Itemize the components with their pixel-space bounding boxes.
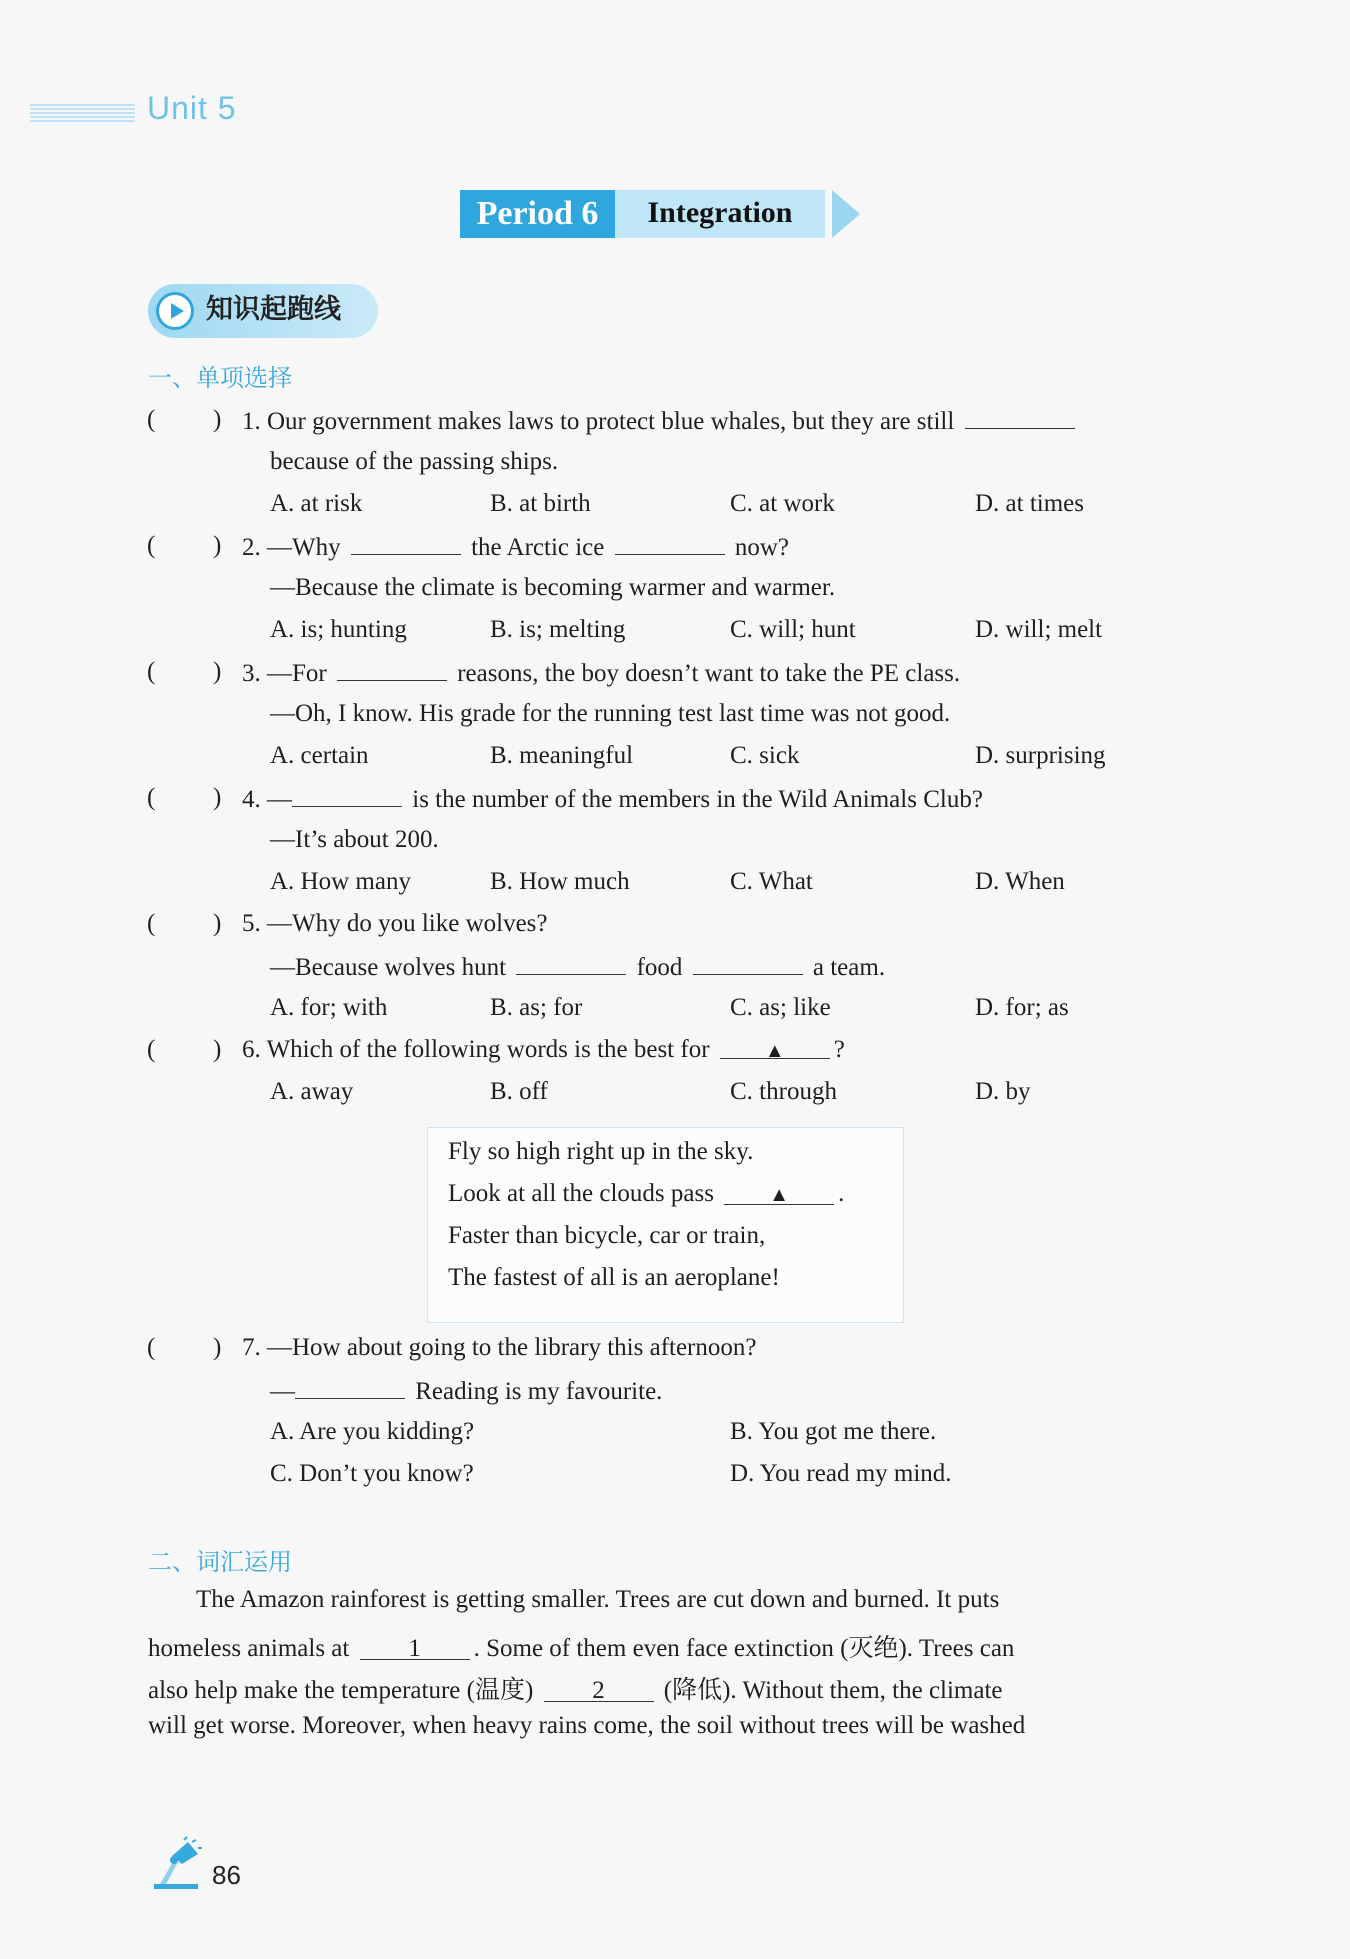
answer-paren-open: ( [147,784,156,811]
question-4 [242,782,983,816]
question-1 [242,404,1079,438]
question-text: —Why do you like wolves? [267,910,548,937]
answer-paren-open: ( [147,406,156,433]
answer-blank[interactable] [720,1034,830,1062]
answer-blank[interactable] [516,950,626,975]
answer-blank [724,1180,834,1205]
arrow-icon [832,190,860,238]
answer-paren-open: ( [147,532,156,559]
question-text: food [636,954,683,981]
option-a[interactable]: A. at risk [270,490,363,517]
passage-text: homeless animals at [148,1635,350,1662]
passage-line-1: The Amazon rainforest is getting smaller. Trees are cut down and burned. It puts [196,1586,1000,1613]
question-3 [242,656,960,690]
answer-paren-open: ( [147,658,156,685]
option-d[interactable]: D. by [975,1078,1031,1105]
option-d[interactable]: D. When [975,868,1065,895]
question-text: —Because wolves hunt [270,954,507,981]
question-text: now? [734,534,790,561]
question-number: 5. [242,910,261,937]
question-text: —How about going to the library this afternoon? [267,1334,757,1361]
question-number: 6. [242,1036,261,1063]
question-text: — [267,786,292,813]
answer-blank-2[interactable]: 2 [544,1677,654,1702]
option-a[interactable]: A. Are you kidding? [270,1418,475,1445]
passage-line-4: will get worse. Moreover, when heavy rains come, the soil without trees will be washed [148,1712,1026,1739]
option-a[interactable]: A. How many [270,868,411,895]
question-6 [242,1034,845,1066]
passage-text: (降低). Without them, the climate [663,1677,1003,1704]
poem-line-3: Faster than bicycle, car or train, [448,1222,766,1249]
answer-blank[interactable] [292,782,402,807]
answer-paren-close: ) [213,784,222,811]
poem-text: Look at all the clouds pass [448,1180,714,1207]
question-text-cont: —It’s about 200. [270,826,439,853]
question-text: is the number of the members in the Wild Animals Club? [412,786,983,813]
option-b[interactable]: B. is; melting [490,616,626,643]
answer-blank[interactable] [295,1374,405,1399]
option-b[interactable]: B. at birth [490,490,591,517]
passage-text: . Some of them even face extinction (灭绝). Trees can [473,1635,1015,1662]
unit-decor-lines [30,104,135,122]
option-b[interactable]: B. How much [490,868,630,895]
answer-paren-close: ) [213,658,222,685]
answer-paren-open: ( [147,1334,156,1361]
option-a[interactable]: A. certain [270,742,369,769]
option-b[interactable]: B. as; for [490,994,583,1021]
answer-paren-open: ( [147,1036,156,1063]
section-pill-title: 知识起跑线 [206,294,341,325]
answer-blank-1[interactable]: 1 [360,1635,470,1660]
question-number: 3. [242,660,261,687]
question-text: Reading is my favourite. [415,1378,663,1405]
option-c[interactable]: C. at work [730,490,835,517]
lamp-icon [148,1836,204,1892]
question-text-cont [270,950,885,984]
topic-label: Integration [615,190,825,238]
option-c[interactable]: C. Don’t you know? [270,1460,474,1487]
section-heading-choice: 一、单项选择 [148,364,292,392]
page-number: 86 [212,1860,241,1890]
option-c[interactable]: C. as; like [730,994,831,1021]
answer-paren-close: ) [213,532,222,559]
answer-blank[interactable] [615,530,725,555]
answer-blank[interactable] [337,656,447,681]
poem-line-1: Fly so high right up in the sky. [448,1138,754,1165]
triangle-marker: ▲ [769,1184,790,1206]
question-number: 7. [242,1334,261,1361]
option-c[interactable]: C. through [730,1078,837,1105]
poem-text: . [838,1180,845,1207]
option-d[interactable]: D. surprising [975,742,1106,769]
triangle-marker: ▲ [764,1040,785,1062]
answer-blank[interactable] [965,404,1075,429]
answer-blank[interactable] [693,950,803,975]
question-text: Which of the following words is the best for [266,1036,710,1063]
option-d[interactable]: D. for; as [975,994,1069,1021]
question-number: 1. [242,408,261,435]
question-7 [242,1332,756,1364]
play-icon [156,292,194,330]
option-b[interactable]: B. off [490,1078,548,1105]
option-b[interactable]: B. meaningful [490,742,634,769]
option-a[interactable]: A. away [270,1078,354,1105]
answer-paren-close: ) [213,406,222,433]
option-d[interactable]: D. at times [975,490,1085,517]
poem-line-4: The fastest of all is an aeroplane! [448,1264,780,1291]
question-2 [242,530,789,564]
question-text-cont [270,1374,662,1408]
poem-line-2 [448,1180,844,1208]
answer-blank[interactable] [351,530,461,555]
question-text: the Arctic ice [471,534,605,561]
passage-line-2 [148,1628,1014,1664]
passage-text: also help make the temperature (温度) [148,1677,534,1704]
option-d[interactable]: D. You read my mind. [730,1460,952,1487]
option-d[interactable]: D. will; melt [975,616,1103,643]
option-c[interactable]: C. will; hunt [730,616,856,643]
answer-paren-close: ) [213,1334,222,1361]
question-text: Our government makes laws to protect blue whales, but they are still [267,408,955,435]
option-b[interactable]: B. You got me there. [730,1418,937,1445]
passage-line-3 [148,1670,1003,1706]
question-number: 4. [242,786,261,813]
answer-paren-close: ) [213,1036,222,1063]
question-text: —For [267,660,327,687]
answer-paren-open: ( [147,910,156,937]
unit-label: Unit 5 [147,90,237,126]
question-text: — [270,1378,295,1405]
option-c[interactable]: C. sick [730,742,800,769]
question-text-cont: —Oh, I know. His grade for the running test last time was not good. [270,700,951,727]
question-text: a team. [812,954,886,981]
question-text: reasons, the boy doesn’t want to take the PE class. [457,660,961,687]
section-heading-vocab: 二、词汇运用 [148,1548,292,1576]
question-text-cont: because of the passing ships. [270,448,559,475]
question-number: 2. [242,534,261,561]
period-label: Period 6 [460,190,615,238]
question-text: —Why [267,534,341,561]
question-5 [242,908,548,940]
option-a[interactable]: A. for; with [270,994,388,1021]
option-a[interactable]: A. is; hunting [270,616,407,643]
answer-paren-close: ) [213,910,222,937]
question-text-cont: —Because the climate is becoming warmer and warmer. [270,574,836,601]
option-c[interactable]: C. What [730,868,813,895]
question-text: ? [833,1036,845,1063]
